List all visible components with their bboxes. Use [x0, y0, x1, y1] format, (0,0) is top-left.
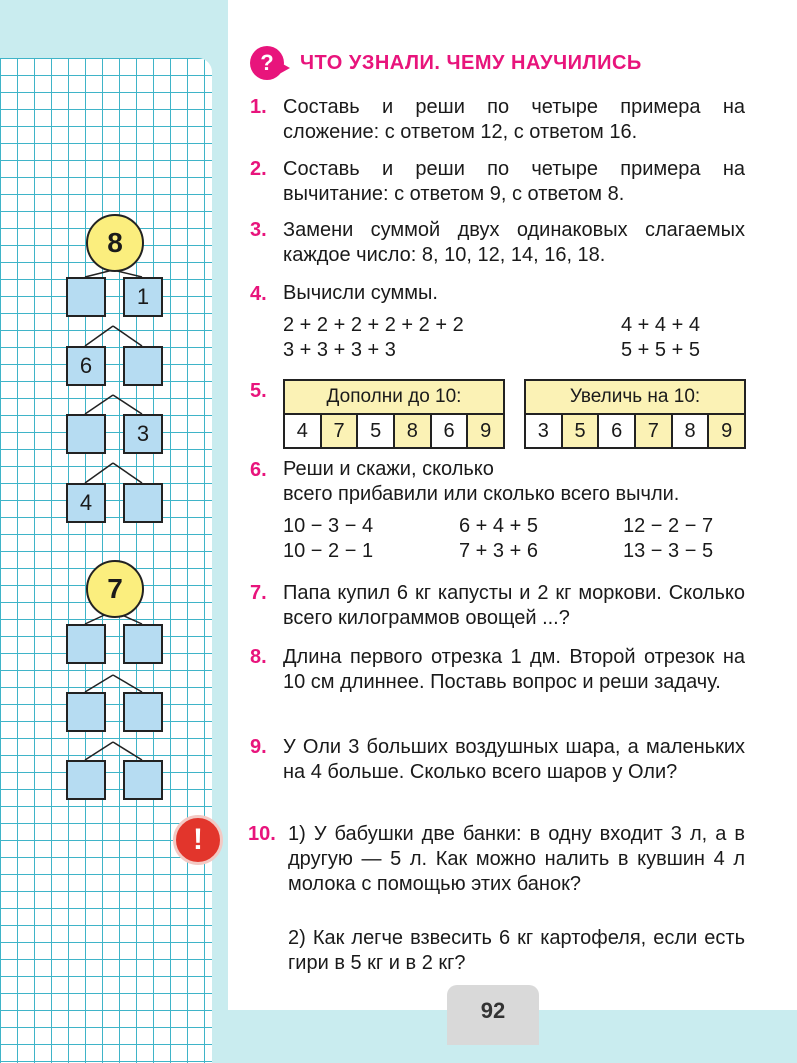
- task-text: 1) У бабушки две банки: в одну входит 3 л, а в другую — 5 л. Как можно налить в кувшин 4 л молока с помощью этих банок?: [288, 823, 745, 895]
- table-cell: 7: [322, 415, 359, 447]
- sum-expression: 3 + 3 + 3 + 3: [283, 339, 396, 361]
- task-number: 10.: [248, 823, 276, 845]
- table-cell: 8: [395, 415, 432, 447]
- tree-lines: [0, 0, 230, 820]
- table-cell: 5: [563, 415, 600, 447]
- task-text: всего прибавили или сколько всего вычли.: [283, 483, 680, 505]
- task-text: Вычисли суммы.: [283, 282, 438, 304]
- table-cell: 6: [432, 415, 469, 447]
- task-number: 3.: [250, 219, 267, 241]
- task-number: 9.: [250, 736, 267, 758]
- task-text: Папа купил 6 кг капусты и 2 кг моркови. Сколько всего килограммов овощей ...?: [283, 582, 745, 629]
- task-text: Составь и реши по четыре примера на вычитание: с ответом 9, с ответом 8.: [283, 158, 745, 205]
- table-cell: 7: [636, 415, 673, 447]
- task-number: 2.: [250, 158, 267, 180]
- table-cell: 9: [709, 415, 744, 447]
- task-number: 1.: [250, 96, 267, 118]
- tree-two-box: [123, 692, 163, 732]
- task-text: Замени суммой двух одинаковых слагаемых каждое число: 8, 10, 12, 14, 16, 18.: [283, 219, 745, 266]
- tree-one-top: 8: [86, 214, 144, 272]
- task-number: 5.: [250, 380, 267, 402]
- warning-icon: !: [173, 815, 223, 865]
- tree-one-box: [123, 483, 163, 523]
- table-cell: 8: [673, 415, 710, 447]
- task-text: 2) Как легче взвесить 6 кг картофеля, если есть гири в 5 кг и в 2 кг?: [288, 927, 745, 974]
- table-cell: 4: [285, 415, 322, 447]
- sum-expression: 5 + 5 + 5: [621, 339, 700, 361]
- expression: 12 − 2 − 7: [623, 515, 714, 537]
- expression: 6 + 4 + 5: [459, 515, 538, 537]
- tree-one-box: [66, 414, 106, 454]
- sum-expression: 2 + 2 + 2 + 2 + 2 + 2: [283, 314, 464, 336]
- expression: 7 + 3 + 6: [459, 540, 538, 562]
- tree-two-top: 7: [86, 560, 144, 618]
- tree-one-box: 3: [123, 414, 163, 454]
- section-title: ЧТО УЗНАЛИ. ЧЕМУ НАУЧИЛИСЬ: [300, 52, 642, 74]
- task-text: Длина первого отрезка 1 дм. Второй отрезок на 10 см длиннее. Поставь вопрос и реши задачу.: [283, 646, 745, 693]
- table-header: Дополни до 10:: [285, 381, 503, 415]
- table-cell: 5: [358, 415, 395, 447]
- increase-table: [524, 379, 746, 449]
- task-text: У Оли 3 больших воздушных шара, а маленьких на 4 больше. Сколько всего шаров у Оли?: [283, 736, 745, 783]
- task-text: Реши и скажи, сколько: [283, 458, 494, 480]
- task-number: 8.: [250, 646, 267, 668]
- tree-two-box: [123, 624, 163, 664]
- tree-one-box: 1: [123, 277, 163, 317]
- table-cell: 3: [526, 415, 563, 447]
- tree-two-box: [123, 760, 163, 800]
- question-icon: ?: [250, 46, 284, 80]
- tree-one-box: [66, 277, 106, 317]
- tree-two-box: [66, 760, 106, 800]
- task-number: 4.: [250, 283, 267, 305]
- expression: 13 − 3 − 5: [623, 540, 714, 562]
- task-number: 6.: [250, 459, 267, 481]
- task-number: 7.: [250, 582, 267, 604]
- tree-two-box: [66, 624, 106, 664]
- complement-table: [283, 379, 505, 449]
- table-header: Увеличь на 10:: [526, 381, 744, 415]
- table-cell: 9: [468, 415, 503, 447]
- tree-two-box: [66, 692, 106, 732]
- expression: 10 − 3 − 4: [283, 515, 374, 537]
- table-cell: 6: [599, 415, 636, 447]
- tree-one-box: 4: [66, 483, 106, 523]
- tree-one-box: [123, 346, 163, 386]
- tree-one-box: 6: [66, 346, 106, 386]
- sum-expression: 4 + 4 + 4: [621, 314, 700, 336]
- expression: 10 − 2 − 1: [283, 540, 374, 562]
- task-text: Составь и реши по четыре примера на сложение: с ответом 12, с ответом 16.: [283, 96, 745, 143]
- page-number: 92: [447, 985, 539, 1045]
